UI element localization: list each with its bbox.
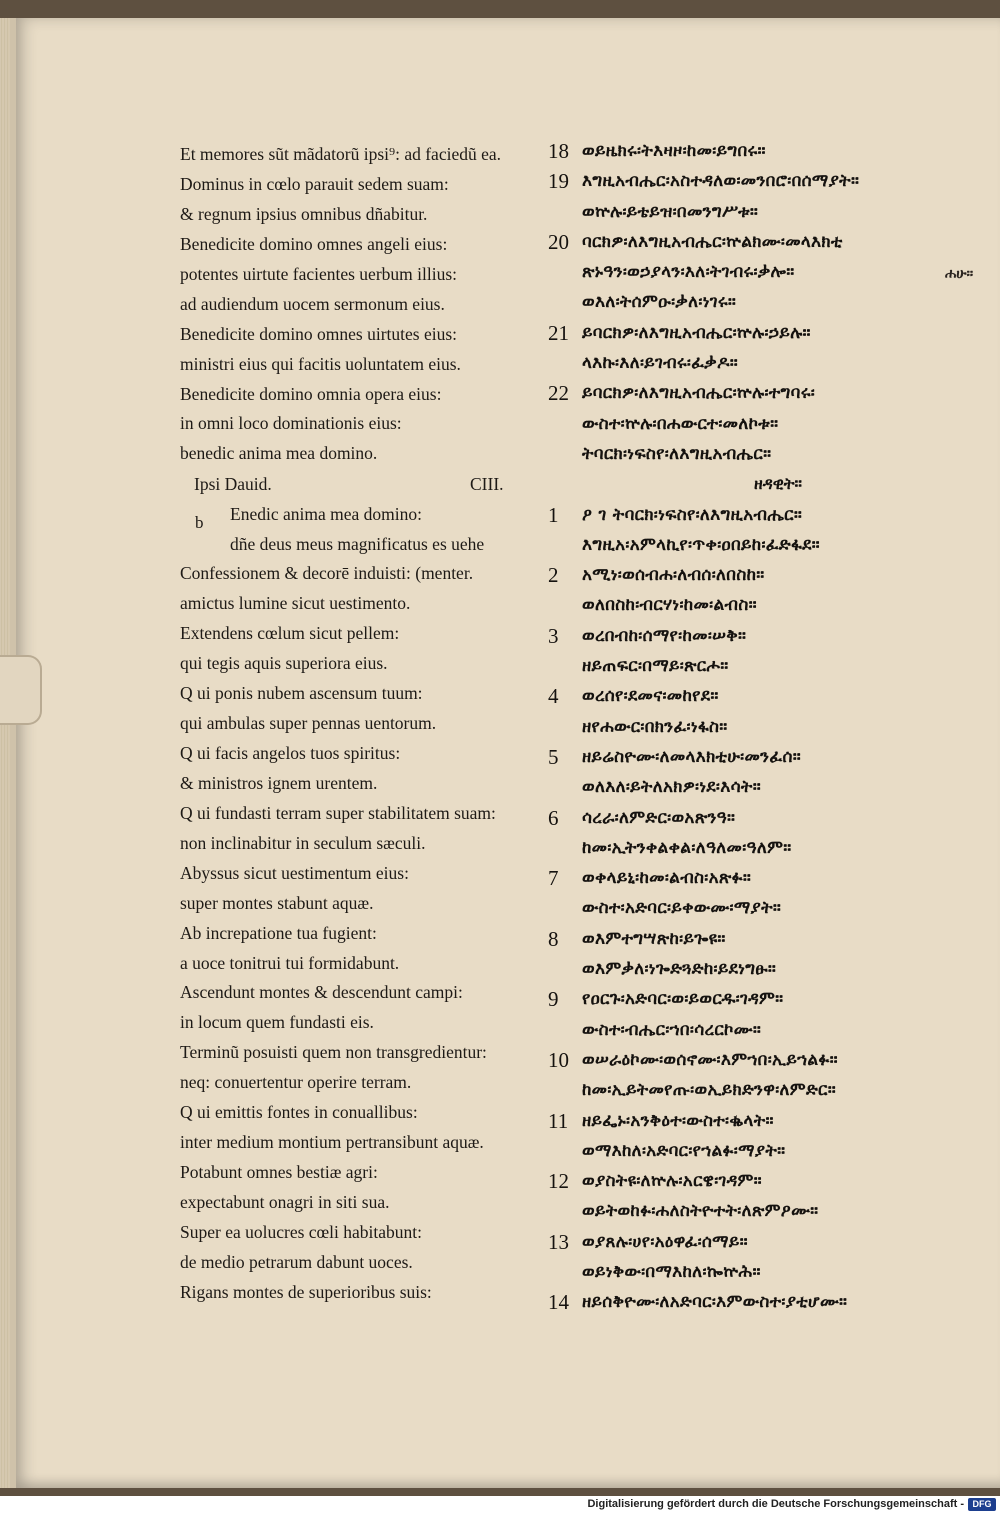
geez-line [548, 500, 978, 530]
verse-number: 8 [548, 926, 559, 951]
geez-line [548, 984, 978, 1014]
geez-text: ጽኑዓን፡ወኃያላን፡እለ፡ትገብሩ፡ቃሎ። [582, 262, 795, 283]
latin-line: Benedicite domino omnes angeli eius: [180, 233, 448, 254]
footer-bar [0, 1496, 1000, 1514]
latin-line: benedic anima mea domino. [180, 443, 378, 464]
psalm-number: CIII. [470, 474, 504, 495]
geez-line [548, 590, 978, 620]
verse-number: 11 [548, 1108, 569, 1133]
page-tab-marker [0, 655, 42, 725]
geez-line [548, 318, 978, 348]
verse-number: 9 [548, 987, 559, 1012]
latin-line: & regnum ipsius omnibus dñabitur. [180, 203, 428, 224]
geez-text: ዖ ገ ትባርክ፡ነፍስየ፡ለእግዚአብሔር። [582, 504, 803, 525]
latin-line: Benedicite domino omnes uirtutes eius: [180, 323, 458, 344]
verse-number: 6 [548, 805, 559, 830]
geez-line [548, 197, 978, 227]
geez-line [548, 893, 978, 923]
geez-line [548, 651, 978, 681]
geez-line [548, 924, 978, 954]
geez-text: ከመ፡ኢትንቀልቀል፡ለዓለመ፡ዓለም። [582, 837, 792, 858]
geez-line [548, 1287, 978, 1317]
verse-number: 10 [548, 1047, 569, 1072]
geez-line [548, 1136, 978, 1166]
geez-line [548, 348, 978, 378]
latin-line: ad audiendum uocem sermonum eius. [180, 293, 445, 314]
latin-line: & ministros ignem urentem. [180, 772, 378, 793]
latin-line: Q ui fundasti terram super stabilitatem suam: [180, 802, 496, 823]
latin-line: Benedicite domino omnia opera eius: [180, 383, 442, 404]
geez-line [548, 227, 978, 257]
geez-line [548, 1166, 978, 1196]
geez-line [548, 1227, 978, 1257]
geez-text: ወረሰየ፡ደመና፡መከየደ። [582, 686, 719, 707]
geez-line [548, 863, 978, 893]
geez-line [548, 954, 978, 984]
geez-line [548, 287, 978, 317]
geez-text: ይባርክዎ፡ለእግዚአብሔር፡ኵሉ፡ተግባሩ፡ [582, 383, 816, 404]
geez-text: ወማእከለ፡አድባር፡የኀልፉ፡ማያት። [582, 1140, 786, 1161]
geez-text: የዐርጉ፡አድባር፡ወ፡ይወርዱ፡ገዳም። [582, 989, 784, 1010]
verse-number: 4 [548, 684, 559, 709]
geez-line [548, 1106, 978, 1136]
latin-line: de medio petrarum dabunt uoces. [180, 1251, 413, 1272]
latin-line: super montes stabunt aquæ. [180, 892, 374, 913]
verse-number: 19 [548, 169, 569, 194]
psalm-author: Ipsi Dauid. [194, 474, 272, 495]
geez-text: ወእምቃለ፡ነጐድጓድከ፡ይደነግፁ። [582, 959, 777, 980]
geez-text: ወእለ፡ትሰምዑ፡ቃለ፡ነገሩ። [582, 292, 737, 313]
geez-text: ውስተ፡ኵሉ፡በሐውርተ፡መለኮቱ። [582, 413, 779, 434]
geez-text: ወሠራዕኮሙ፡ወሰኖሙ፡እምኀበ፡ኢይኀልፉ። [582, 1049, 838, 1070]
geez-text: ወቀላይኒ፡ከመ፡ልብስ፡አጽፉ። [582, 868, 752, 889]
geez-line [548, 257, 978, 287]
latin-line: Potabunt omnes bestiæ agri: [180, 1162, 378, 1183]
geez-text: ወይነቅው፡በማእከለ፡ኰኵሕ። [582, 1261, 761, 1282]
geez-text: ወያጸሉ፡ሀየ፡አዕዋፈ፡ሰማይ። [582, 1231, 748, 1252]
geez-text: ላእኩ፡እለ፡ይገብሩ፡ፈቃዶ። [582, 353, 738, 374]
footer-text: Digitalisierung gefördert durch die Deutsche Forschungsgemeinschaft - [587, 1498, 964, 1510]
geez-line [548, 621, 978, 651]
latin-line: dñe deus meus magnificatus es uehe [230, 534, 485, 555]
latin-line: Enedic anima mea domino: [230, 504, 422, 525]
verse-number: 21 [548, 320, 569, 345]
geez-text: እግዚአብሔር፡አስተዳለወ፡መንበሮ፡በሰማያት። [582, 171, 860, 192]
latin-line: Q ui facis angelos tuos spiritus: [180, 742, 401, 763]
latin-line: Ascendunt montes & descendunt campi: [180, 982, 463, 1003]
latin-line: ministri eius qui facitis uoluntatem eius. [180, 353, 461, 374]
geez-text: ይባርክዎ፡ለእግዚአብሔር፡ኵሉ፡ኃይሉ። [582, 322, 811, 343]
latin-line: Confessionem & decorē induisti: (menter. [180, 563, 474, 584]
latin-line: expectabunt onagri in siti sua. [180, 1192, 390, 1212]
geez-line [548, 136, 978, 166]
geez-heading: ዘዳዊት። [754, 474, 802, 494]
verse-number: 22 [548, 381, 569, 406]
geez-line [548, 378, 978, 408]
latin-line: inter medium montium pertransibunt aquæ. [180, 1132, 484, 1153]
geez-text: አሚነ፡ወሰብሐ፡ለብሰ፡ለበስከ። [582, 565, 765, 586]
geez-text: ዘይሬስዮሙ፡ለመላእክቲሁ፡መንፈሰ። [582, 746, 801, 767]
geez-text: ወረበብከ፡ሰማየ፡ከመ፡ሠቅ። [582, 625, 747, 646]
latin-line: Extendens cœlum sicut pellem: [180, 623, 400, 644]
latin-line: Terminũ posuisti quem non transgredientur: [180, 1042, 487, 1063]
geez-text: ባርክዎ፡ለእግዚአብሔር፡ኵልክሙ፡መላእክቲ [582, 231, 843, 252]
verse-number: 1 [548, 502, 559, 527]
initial-block [180, 499, 525, 559]
geez-line [548, 772, 978, 802]
geez-text: ወይትወከፉ፡ሐለስትዮተት፡ለጽምዖሙ። [582, 1201, 819, 1222]
latin-line: Rigans montes de superioribus suis: [180, 1281, 432, 1302]
geez-line [548, 1196, 978, 1226]
latin-line: non inclinabitur in seculum sæculi. [180, 832, 426, 853]
verse-number: 3 [548, 623, 559, 648]
geez-line [548, 1075, 978, 1105]
latin-column [180, 140, 525, 1308]
geez-text: ወይዜክሩ፡ትእዛዞ፡ከመ፡ይግበሩ። [582, 141, 766, 161]
latin-line: Ab increpatione tua fugient: [180, 922, 377, 943]
geez-line [548, 560, 978, 590]
initial-letter: b [195, 513, 204, 533]
geez-text: ወያስትዩ፡ለኵሉ፡አርዌ፡ገዳም። [582, 1171, 762, 1192]
geez-text: ወለእለ፡ይትለአክዎ፡ነደ፡እሳት። [582, 777, 761, 798]
geez-text: ዘይፌኑ፡አንቅዕተ፡ውስተ፡ቈላት። [582, 1110, 774, 1131]
verse-number: 2 [548, 563, 559, 588]
geez-line [548, 166, 978, 196]
latin-line: a uoce tonitrui tui formidabunt. [180, 952, 400, 973]
geez-text: ወእምተግሣጽከ፡ይጐዩ። [582, 928, 726, 949]
geez-text: ትባርክ፡ነፍስየ፡ለእግዚአብሔር። [582, 443, 772, 464]
geez-text: ወኵሉ፡ይቴይዝ፡በመንግሥቱ። [582, 201, 759, 222]
geez-text: ውስተ፡አድባር፡ይቀውሙ፡ማያት። [582, 898, 782, 919]
verse-number: 13 [548, 1229, 569, 1254]
latin-line: Dominus in cœlo parauit sedem suam: [180, 173, 449, 194]
geez-text: ዘይጠፍር፡በማይ፡ጽርሖ። [582, 656, 729, 677]
geez-line [548, 742, 978, 772]
geez-line [548, 1045, 978, 1075]
geez-line [548, 681, 978, 711]
geez-text: እግዚአ፡አምላኪየ፡ጥቀ፡ዐበይከ፡ፈድፋደ። [582, 534, 820, 555]
latin-line: in locum quem fundasti eis. [180, 1012, 374, 1033]
geez-text: ውስተ፡ብሔር፡ኀበ፡ሳረርኮሙ። [582, 1019, 762, 1040]
geez-text: ከመ፡ኢይትመየጡ፡ወኢይክድንዋ፡ለምድር። [582, 1080, 836, 1101]
geez-line [548, 1015, 978, 1045]
geez-column [548, 136, 978, 1318]
geez-text: ዘየሐውር፡በክንፈ፡ነፋስ። [582, 716, 728, 737]
geez-line [548, 803, 978, 833]
latin-line: neq: conuertentur operire terram. [180, 1072, 412, 1093]
verse-number: 5 [548, 744, 559, 769]
geez-line [548, 439, 978, 469]
latin-line: Et memores sũt mãdatorũ ipsi⁹: ad faciedũ ea. [180, 144, 501, 164]
geez-line [548, 530, 978, 560]
latin-line: in omni loco dominationis eius: [180, 413, 402, 434]
verse-number: 7 [548, 866, 559, 891]
dfg-logo: DFG [968, 1498, 996, 1511]
latin-line: Q ui ponis nubem ascensum tuum: [180, 683, 423, 704]
verse-number: 12 [548, 1169, 569, 1194]
verse-number: 20 [548, 229, 569, 254]
geez-line [548, 833, 978, 863]
latin-line: amictus lumine sicut uestimento. [180, 593, 411, 614]
latin-line: Super ea uolucres cœli habitabunt: [180, 1221, 423, 1242]
psalm-heading [180, 469, 525, 499]
latin-line: Abyssus sicut uestimentum eius: [180, 862, 409, 883]
latin-line: qui tegis aquis superiora eius. [180, 653, 388, 674]
geez-line [548, 1257, 978, 1287]
geez-text: ዘይሰቅዮሙ፡ለአድባር፡እምውስተ፡ያቲሆሙ። [582, 1292, 848, 1313]
geez-text: ወለበስከ፡ብርሃነ፡ከመ፡ልብስ። [582, 595, 757, 616]
verse-number: 18 [548, 139, 569, 163]
geez-line [548, 712, 978, 742]
margin-note: ሐሁ። [945, 266, 974, 282]
latin-line: Q ui emittis fontes in conuallibus: [180, 1102, 418, 1123]
geez-line [548, 409, 978, 439]
geez-text: ሳረራ፡ለምድር፡ወአጽንዓ። [582, 807, 736, 828]
latin-line: qui ambulas super pennas uentorum. [180, 713, 437, 733]
verse-number: 14 [548, 1290, 569, 1315]
latin-line: potentes uirtute facientes uerbum illius: [180, 263, 458, 284]
